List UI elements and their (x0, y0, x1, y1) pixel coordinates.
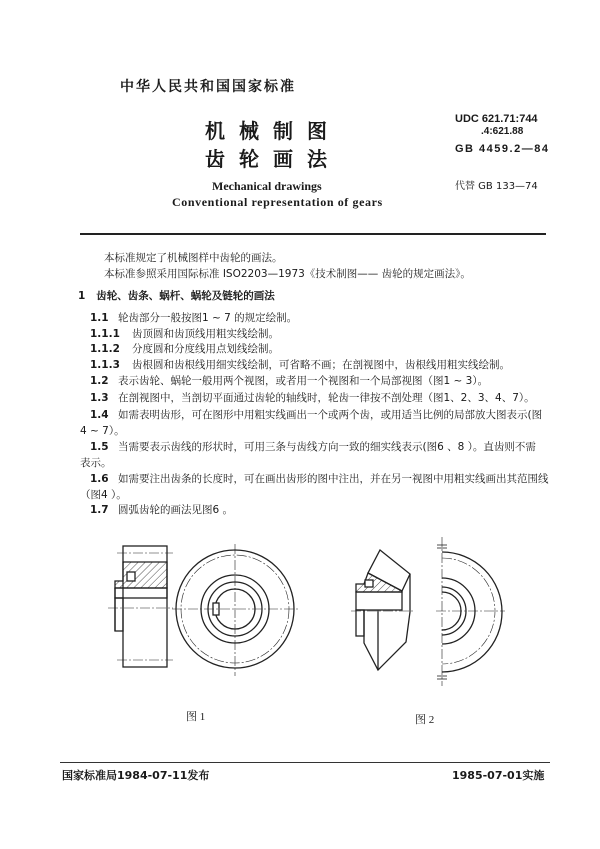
section-title: 齿轮、齿条、蜗杆、蜗轮及链轮的画法 (96, 290, 275, 302)
clause-continuation: （图4 ）。 (80, 489, 127, 501)
title-line-2: 齿轮画法 (205, 147, 341, 171)
clause: 1.1.1 齿顶圆和齿顶线用粗实线绘制。 (90, 328, 279, 340)
replaces-note: 代替 GB 133—74 (455, 181, 538, 192)
udc-code-2: .4:621.88 (481, 126, 524, 137)
clause-continuation: 表示。 (80, 457, 112, 469)
effective-date: 1985-07-01实施 (452, 769, 545, 782)
country-standard-heading: 中华人民共和国国家标准 (120, 79, 296, 95)
clause: 1.2 表示齿轮、蜗轮一般用两个视图，或者用一个视图和一个局部视图（图1 ~ 3）。 (90, 375, 489, 387)
standard-number: GB 4459.2—84 (455, 143, 550, 155)
section-number: 1 (78, 290, 86, 302)
clause-continuation: 4 ~ 7）。 (80, 425, 125, 437)
title-line-1: 机械制图 (205, 119, 341, 143)
udc-code-1: UDC 621.71:744 (455, 113, 538, 125)
clause: 1.5 当需要表示齿线的形状时，可用三条与齿线方向一致的细实线表示(图6 、8 ）。直齿则不需 (90, 441, 536, 453)
figure-1-front-view (172, 544, 300, 676)
clause: 1.3 在剖视图中，当剖切平面通过齿轮的轴线时，轮齿一律按不剖处理（图1、2、3、4、7）。 (90, 392, 535, 404)
english-title-2: Conventional representation of gears (172, 195, 383, 209)
footer-divider (60, 762, 550, 763)
figure-1-caption: 图 1 (186, 711, 206, 723)
clause: 1.1.2 分度圆和分度线用点划线绘制。 (90, 343, 279, 355)
figure-1-side-section (108, 546, 173, 667)
clause: 1.4 如需表明齿形，可在图形中用粗实线画出一个或两个齿，或用适当比例的局部放大图表示(图 (90, 409, 543, 421)
issued-date: 国家标准局1984-07-11发布 (62, 769, 210, 782)
figure-2-bevel-section (351, 550, 415, 670)
clause: 1.6 如需要注出齿条的长度时，可在画出齿形的图中注出，并在另一视图中用粗实线画出其范围线 (90, 473, 549, 485)
figure-2-front-half-view (436, 537, 505, 686)
intro-line: 本标准规定了机械图样中齿轮的画法。 (104, 252, 283, 264)
clause: 1.7 圆弧齿轮的画法见图6 。 (90, 504, 234, 516)
intro-line: 本标准参照采用国际标准 ISO2203—1973《技术制图—— 齿轮的规定画法》。 (104, 268, 471, 280)
clause: 1.1.3 齿根圆和齿根线用细实线绘制，可省略不画；在剖视图中，齿根线用粗实线绘制。 (90, 359, 510, 371)
english-title-1: Mechanical drawings (212, 179, 322, 193)
figure-2-caption: 图 2 (415, 714, 435, 726)
clause: 1.1 轮齿部分一般按图1 ~ 7 的规定绘制。 (90, 312, 298, 324)
